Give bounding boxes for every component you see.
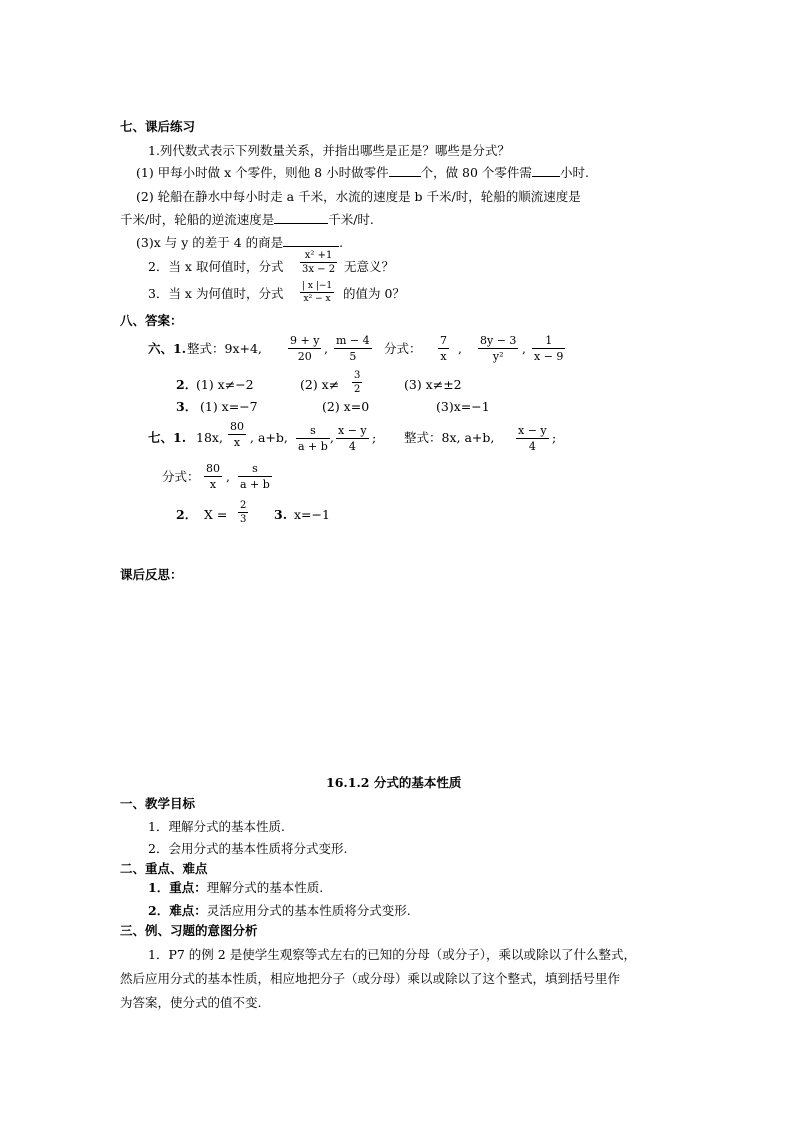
numerator: s xyxy=(238,462,272,477)
analysis-paragraph-line-3: 为答案，使分式的值不变. xyxy=(120,995,262,1010)
text: . xyxy=(339,235,344,250)
exercise-1-part-2: (2) 轮船在静水中每小时走 a 千米，水流的速度是 b 千米/时，轮船的顺流速度是 xyxy=(136,189,581,204)
exercise-1-part-2-cont xyxy=(120,211,374,229)
numerator: x − y xyxy=(338,424,367,437)
answer-7-3-label: 3. xyxy=(274,507,288,522)
comma: , xyxy=(522,341,526,356)
answer-6-fraction-2 xyxy=(334,334,372,363)
numerator: x² +1 xyxy=(300,250,337,263)
answer-6-fraction-label: 分式： xyxy=(384,341,422,356)
numerator: 1 xyxy=(532,334,565,349)
answer-6-2-3: (3) x≠±2 xyxy=(404,377,462,392)
answer-6-2-2: (2) x≠ xyxy=(300,377,340,392)
answer-7-1a: 18x, xyxy=(196,430,223,445)
objective-1: 1．理解分式的基本性质. xyxy=(148,819,285,834)
answer-blank xyxy=(389,164,421,177)
numerator: m − 4 xyxy=(336,334,370,347)
answer-6-3-label: 3． xyxy=(176,399,198,414)
numerator: s xyxy=(296,424,330,439)
semicolon: ; xyxy=(552,430,557,445)
exercise-3-text-end: 的值为 0？ xyxy=(343,286,405,301)
denominator: a + b xyxy=(240,478,270,491)
label: 2．难点： xyxy=(148,903,207,918)
denominator: x xyxy=(233,436,241,449)
answer-7-fraction-5 xyxy=(204,462,222,491)
objective-2: 2．会用分式的基本性质将分式变形. xyxy=(148,841,348,856)
answer-7-1b: , a+b, xyxy=(250,430,288,445)
text: 千米/时，轮船的逆流速度是 xyxy=(120,212,275,227)
answer-7-fraction-3 xyxy=(336,424,369,453)
numerator: 2 xyxy=(240,500,247,511)
exercise-1-part-1 xyxy=(136,164,589,182)
comma: , xyxy=(226,469,230,484)
numerator: 80 xyxy=(206,462,220,475)
lesson-title: 16.1.2 分式的基本性质 xyxy=(326,775,462,790)
answer-blank xyxy=(283,234,339,247)
answer-6-fraction-4 xyxy=(478,334,518,363)
answer-6-3-3: (3)x=−1 xyxy=(436,399,490,414)
text: 理解分式的基本性质. xyxy=(206,880,324,895)
denominator: 4 xyxy=(348,440,356,453)
answer-7-2-fraction xyxy=(238,500,248,525)
section-title-answers: 八、答案： xyxy=(120,313,183,328)
analysis-paragraph-line-1: 1．P7 的例 2 是使学生观察等式左右的已知的分母（或分子），乘以或除以了什么整式， xyxy=(148,947,636,962)
numerator: 7 xyxy=(440,334,447,347)
comma: , xyxy=(458,341,462,356)
denominator: a + b xyxy=(298,440,328,453)
denominator: 4 xyxy=(528,440,536,453)
exercise-3-fraction xyxy=(300,281,334,304)
denominator: 2 xyxy=(354,384,361,395)
key-point-1 xyxy=(148,879,323,897)
answer-7-2: X = xyxy=(204,507,228,522)
answer-6-2-label: 2． xyxy=(176,377,198,392)
denominator: 3 xyxy=(240,514,247,525)
label: 1．重点： xyxy=(148,880,207,895)
heading-key-points: 二、重点、难点 xyxy=(120,861,208,876)
numerator: x − y xyxy=(518,424,547,437)
exercise-1-intro: 1.列代数式表示下列数量关系，并指出哪些是正是？哪些是分式？ xyxy=(148,143,510,158)
semicolon: ; xyxy=(372,430,377,445)
denominator: x xyxy=(209,478,217,491)
text: 千米/时. xyxy=(328,212,374,227)
text: 小时. xyxy=(559,165,589,180)
denominator: 5 xyxy=(349,350,357,363)
answer-6-3-2: (2) x=0 xyxy=(322,399,370,414)
text: 灵活应用分式的基本性质将分式变形. xyxy=(206,903,411,918)
answer-6-2-1: (1) x≠−2 xyxy=(196,377,254,392)
numerator: 3 xyxy=(354,370,361,381)
text: (1) 甲每小时做 x 个零件，则他 8 小时做零件 xyxy=(136,165,389,180)
text: 个，做 80 个零件需 xyxy=(420,165,532,180)
answer-blank xyxy=(532,164,560,177)
answer-7-2-label: 2． xyxy=(176,507,198,522)
answer-6-fraction-5 xyxy=(532,334,565,363)
heading-objectives: 一、教学目标 xyxy=(120,796,196,811)
exercise-2-fraction xyxy=(300,250,337,275)
answer-7-fraction-2 xyxy=(296,424,330,453)
denominator: 3x − 2 xyxy=(302,264,336,275)
section-title-exercises: 七、课后练习 xyxy=(120,119,196,134)
numerator: 8y − 3 xyxy=(480,334,517,347)
text: (3)x 与 y 的差于 4 的商是 xyxy=(136,235,284,250)
answer-7-fraction-4 xyxy=(516,424,549,453)
numerator: 80 xyxy=(230,420,244,433)
answer-7-integer: 整式：8x, a+b, xyxy=(404,430,495,445)
answer-7-fraction-label: 分式： xyxy=(162,469,200,484)
denominator: x² − x xyxy=(303,294,331,304)
numerator: 9 + y xyxy=(290,334,320,347)
heading-analysis: 三、例、习题的意图分析 xyxy=(120,923,258,938)
denominator: y² xyxy=(492,350,504,363)
exercise-3-text: 3．当 x 为何值时，分式 xyxy=(148,286,284,301)
reflection-label: 课后反思： xyxy=(120,567,183,582)
answer-6-fraction-3 xyxy=(438,334,449,363)
denominator: x − 9 xyxy=(534,350,564,363)
answer-6-label: 六、1. xyxy=(148,341,187,356)
answer-7-3: x=−1 xyxy=(294,507,330,522)
exercise-2-text: 2．当 x 取何值时，分式 xyxy=(148,259,284,274)
denominator: 20 xyxy=(297,350,312,363)
denominator: x xyxy=(440,350,447,363)
answer-7-fraction-6 xyxy=(238,462,272,491)
exercise-2-text-end: 无意义？ xyxy=(344,259,395,274)
numerator: | x |−1 xyxy=(302,281,333,291)
comma: , xyxy=(324,341,328,356)
answer-6-fraction-1 xyxy=(288,334,321,363)
answer-7-fraction-1 xyxy=(228,420,246,449)
answer-6-integer: 整式：9x+4, xyxy=(187,341,262,356)
answer-6-2-2-fraction xyxy=(352,370,362,395)
answer-blank xyxy=(274,211,328,224)
key-point-2 xyxy=(148,902,411,920)
comma: , xyxy=(330,430,334,445)
answer-6-3-1: (1) x=−7 xyxy=(200,399,258,414)
analysis-paragraph-line-2: 然后应用分式的基本性质，相应地把分子（或分母）乘以或除以了这个整式，填到括号里作 xyxy=(120,971,621,986)
answer-7-label: 七、1. xyxy=(148,430,187,445)
